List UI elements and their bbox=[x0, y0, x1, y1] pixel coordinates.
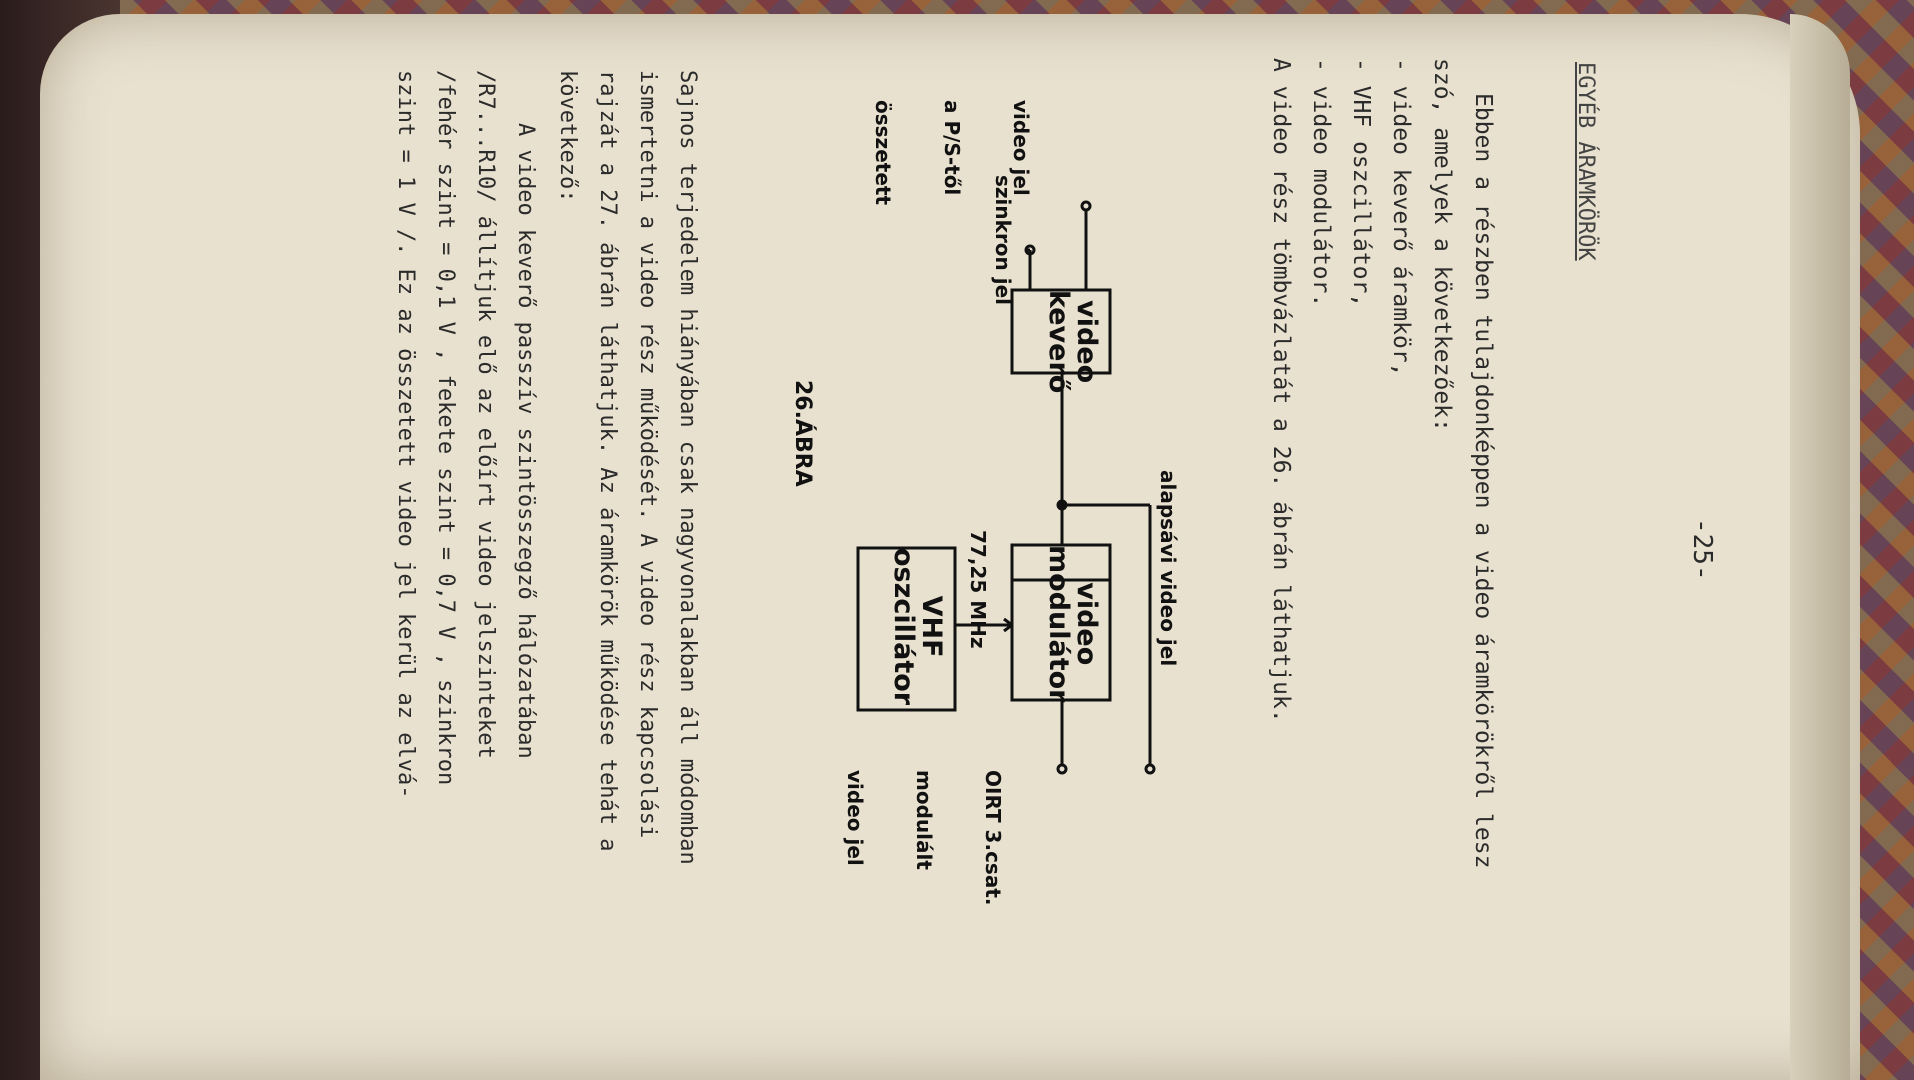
output-label: OIRT 3.csat. modulált video jel bbox=[843, 770, 1005, 906]
paragraph-line: A video keverő passzív szintösszegző hálózatában bbox=[513, 70, 538, 759]
paragraph-line: következő: bbox=[555, 70, 580, 203]
terminal-circle bbox=[1058, 765, 1066, 773]
intro-line: - video keverő áramkör, bbox=[1388, 58, 1414, 377]
intro-line: szó, amelyek a következőek: bbox=[1429, 58, 1455, 432]
intro-line: A video rész tömbvázlatát a 26. ábrán láthatjuk. bbox=[1268, 58, 1294, 723]
mixer-label: video keverő bbox=[1042, 290, 1102, 394]
paragraph-line: ismertetni a video rész működését. A video rész kapcsolási bbox=[635, 70, 660, 839]
figure-caption: 26.ÁBRA bbox=[790, 380, 815, 487]
terminal-circle bbox=[1146, 765, 1154, 773]
paragraph-line: /fehér szint = 0,1 V , fekete szint = 0,7 V , szinkron bbox=[433, 70, 458, 786]
frequency-label: 77,25 MHz bbox=[966, 530, 990, 649]
paragraph-line: szint = 1 V /. Ez az összetett video jel kerül az elvá- bbox=[393, 70, 418, 799]
paragraph-line: Sajnos terjedelem hiányában csak nagyvonalakban áll módomban bbox=[675, 70, 700, 865]
intro-line: Ebben a részben tulajdonképpen a video áramkörökről lesz bbox=[1470, 93, 1496, 869]
page-number: -25- bbox=[1687, 518, 1717, 581]
intro-line: - VHF oszcillátor, bbox=[1348, 58, 1374, 308]
modulator-label: video modulátor bbox=[1042, 545, 1102, 703]
paragraph-line: rajzát a 27. ábrán láthatjuk. Az áramkörök működése tehát a bbox=[595, 70, 620, 852]
section-title: EGYÉB ÁRAMKÖRÖK bbox=[1573, 62, 1598, 261]
junction-dot bbox=[1058, 501, 1066, 509]
terminal-circle bbox=[1082, 202, 1090, 210]
intro-line: - video modulátor. bbox=[1308, 58, 1334, 308]
paragraph-line: /R7...R10/ állítjuk elő az előírt video jelszinteket bbox=[473, 70, 498, 759]
input-video-label: video jel a P/S-től összetett bbox=[871, 100, 1033, 205]
oscillator-label: VHF oszcillátor bbox=[887, 548, 947, 706]
baseband-label: alapsávi video jel bbox=[1156, 470, 1180, 667]
input-sync-label: szinkron jel bbox=[991, 175, 1015, 306]
